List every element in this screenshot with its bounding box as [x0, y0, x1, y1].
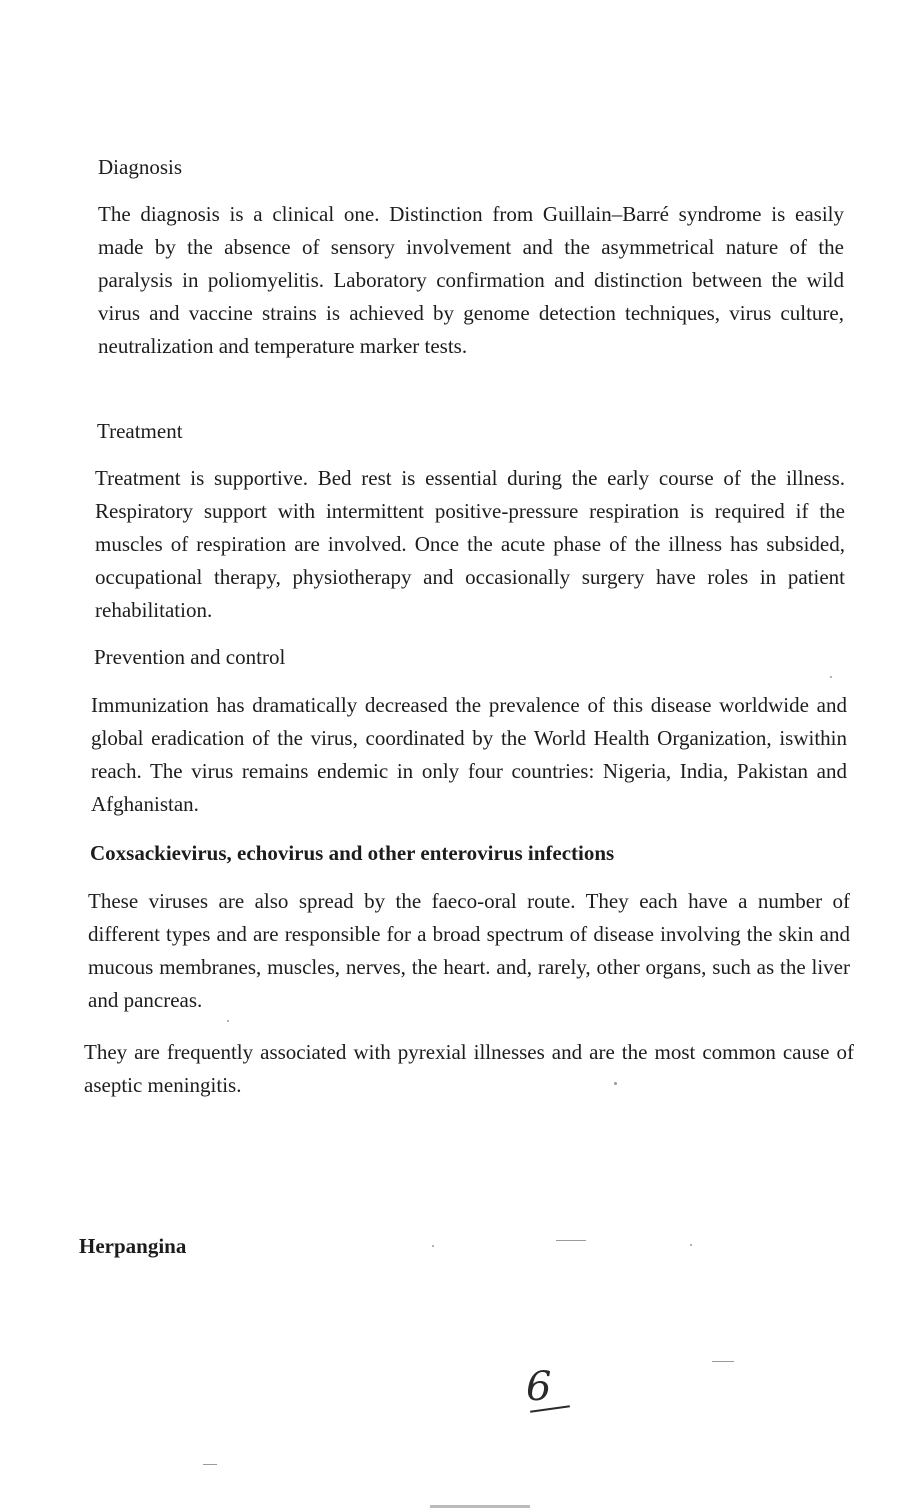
diagnosis-heading: Diagnosis — [98, 155, 182, 179]
scan-speck — [712, 1361, 734, 1362]
herpangina-heading: Herpangina — [79, 1234, 187, 1258]
scan-speck — [556, 1240, 586, 1241]
scan-speck — [227, 1020, 229, 1022]
page-number: 6 — [526, 1364, 552, 1410]
scan-speck — [830, 676, 832, 678]
diagnosis-paragraph: The diagnosis is a clinical one. Distinction from Guillain–Barré syndrome is easily made by the absence of sensory involvement and the asymmetrical nature of the paralysis in poliomyelitis. Laboratory confirmation and distinction between the wild virus and vaccine strains is achieved by genome detection techniques, virus culture, neutralization and temperature marker tests. — [98, 202, 844, 358]
prevention-heading: Prevention and control — [94, 645, 286, 669]
scan-speck — [203, 1464, 217, 1465]
enterovirus-paragraph-1: These viruses are also spread by the faeco-oral route. They each have a number of different types and are responsible for a broad spectrum of disease involving the skin and mucous membranes, muscles, nerves, the heart. and, rarely, other organs, such as the liver and pancreas. — [88, 889, 850, 1012]
enterovirus-paragraph-2: They are frequently associated with pyrexial illnesses and are the most common cause of aseptic meningitis. — [84, 1040, 854, 1097]
scan-edge — [430, 1505, 530, 1508]
treatment-paragraph: Treatment is supportive. Bed rest is essential during the early course of the illness. Respiratory support with intermittent positive-pressure respiration is required if the muscles of respiration are involved. Once the acute phase of the illness has subsided, occupational therapy, physiotherapy and occasionally surgery have roles in patient rehabilitation. — [95, 466, 845, 622]
prevention-paragraph: Immunization has dramatically decreased the prevalence of this disease worldwide and global eradication of the virus, coordinated by the World Health Organization, iswithin reach. The virus remains endemic in only four countries: Nigeria, India, Pakistan and Afghanistan. — [91, 693, 847, 816]
scan-speck — [432, 1245, 434, 1247]
treatment-heading: Treatment — [97, 419, 183, 443]
scan-speck — [690, 1244, 692, 1246]
enterovirus-heading: Coxsackievirus, echovirus and other enterovirus infections — [90, 841, 615, 865]
scan-speck — [614, 1082, 617, 1085]
